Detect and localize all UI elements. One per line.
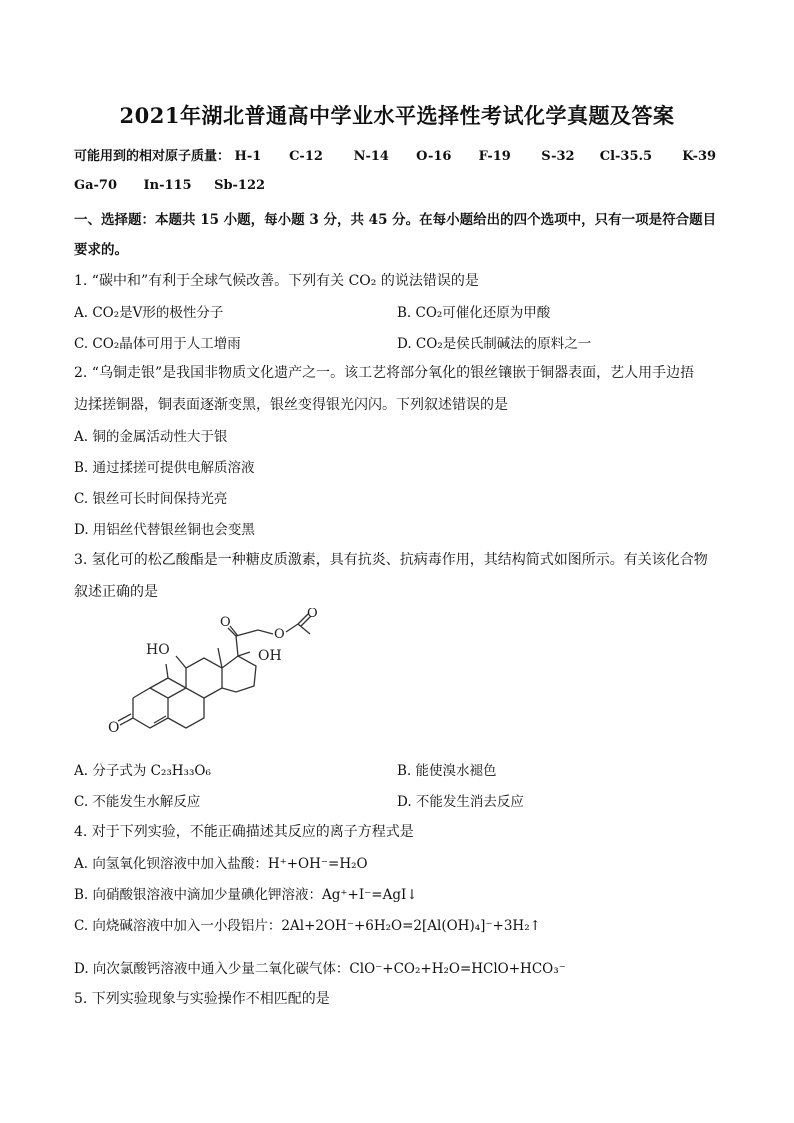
atomic-mass-item: C-12 [289,149,323,164]
question-1-option-d: D. CO₂是侯氏制碱法的原料之一 [397,336,592,352]
atomic-mass-item: O-16 [416,149,452,164]
question-3-stem-line-2: 叙述正确的是 [74,584,158,600]
question-1-option-a: A. CO₂是V形的极性分子 [74,305,224,321]
atomic-mass-row-2 [74,178,265,193]
hydroxyl-label-right: OH [258,648,282,664]
atomic-mass-item: K-39 [682,149,717,164]
question-1-option-c: C. CO₂晶体可用于人工增雨 [74,336,241,352]
question-2-stem-line-2: 边揉搓铜器，铜表面逐渐变黑，银丝变得银光闪闪。下列叙述错误的是 [74,397,508,413]
page-title: 2021年湖北普通高中学业水平选择性考试化学真题及答案 [119,103,675,128]
question-3-option-d: D. 不能发生消去反应 [397,794,524,810]
question-2-option-b: B. 通过揉搓可提供电解质溶液 [74,460,255,476]
question-3-stem-line-1: 3. 氢化可的松乙酸酯是一种糖皮质激素，具有抗炎、抗病毒作用，其结构简式如图所示。有关该化合物 [74,552,708,568]
question-2-option-d: D. 用铝丝代替银丝铜也会变黑 [74,522,255,538]
atomic-mass-label: 可能用到的相对原子质量： [74,149,231,164]
atomic-mass-item: Sb-122 [214,178,266,193]
question-4-option-b: B. 向硝酸银溶液中滴加少量碘化钾溶液：Ag⁺+I⁻=AgI↓ [74,887,418,903]
atomic-mass-item: Ga-70 [74,178,118,193]
question-3-option-b: B. 能使溴水褪色 [397,763,497,779]
molecule-structure-diagram [98,608,338,743]
atomic-mass-item: In-115 [143,178,192,193]
question-5-stem: 5. 下列实验现象与实验操作不相匹配的是 [74,991,330,1007]
atomic-mass-item: Cl-35.5 [599,149,653,164]
atomic-mass-item: F-19 [478,149,511,164]
question-2-stem-line-1: 2. “乌铜走银”是我国非物质文化遗产之一。该工艺将部分氧化的银丝镶嵌于铜器表面，艺人用手边捂 [74,365,695,381]
atomic-mass-row-1 [74,145,716,164]
acetyl-oxygen-label: O [307,608,318,621]
ester-oxygen-label: O [274,627,285,642]
question-2-option-c: C. 银丝可长时间保持光亮 [74,491,228,507]
question-3-option-c: C. 不能发生水解反应 [74,794,201,810]
question-4-option-a: A. 向氢氧化钡溶液中加入盐酸：H⁺+OH⁻=H₂O [74,856,368,872]
section-heading-line-1: 一、选择题：本题共 15 小题，每小题 3 分，共 45 分。在每小题给出的四个选项中，只有一项是符合题目 [74,212,717,228]
question-3-option-a: A. 分子式为 C₂₃H₃₃O₆ [74,763,211,779]
question-4-option-c: C. 向烧碱溶液中加入一小段铝片：2Al+2OH⁻+6H₂O=2[Al(OH)₄]⁻+3H₂↑ [74,918,541,934]
hydroxyl-label-left: HO [146,642,170,658]
atomic-mass-item: N-14 [353,149,389,164]
section-heading-line-2: 要求的。 [74,242,128,258]
atomic-mass-item: H-1 [234,149,262,164]
question-4-option-d: D. 向次氯酸钙溶液中通入少量二氧化碳气体：ClO⁻+CO₂+H₂O=HClO+HCO₃⁻ [74,961,566,977]
question-2-option-a: A. 铜的金属活动性大于银 [74,429,228,445]
atomic-mass-item: S-32 [541,149,575,164]
question-4-stem: 4. 对于下列实验，不能正确描述其反应的离子方程式是 [74,824,414,840]
question-1-option-b: B. CO₂可催化还原为甲酸 [397,305,551,321]
ketone-oxygen-label: O [220,615,231,630]
carbonyl-oxygen-label: O [108,720,120,736]
question-1-stem: 1. “碳中和”有利于全球气候改善。下列有关 CO₂ 的说法错误的是 [74,273,479,289]
